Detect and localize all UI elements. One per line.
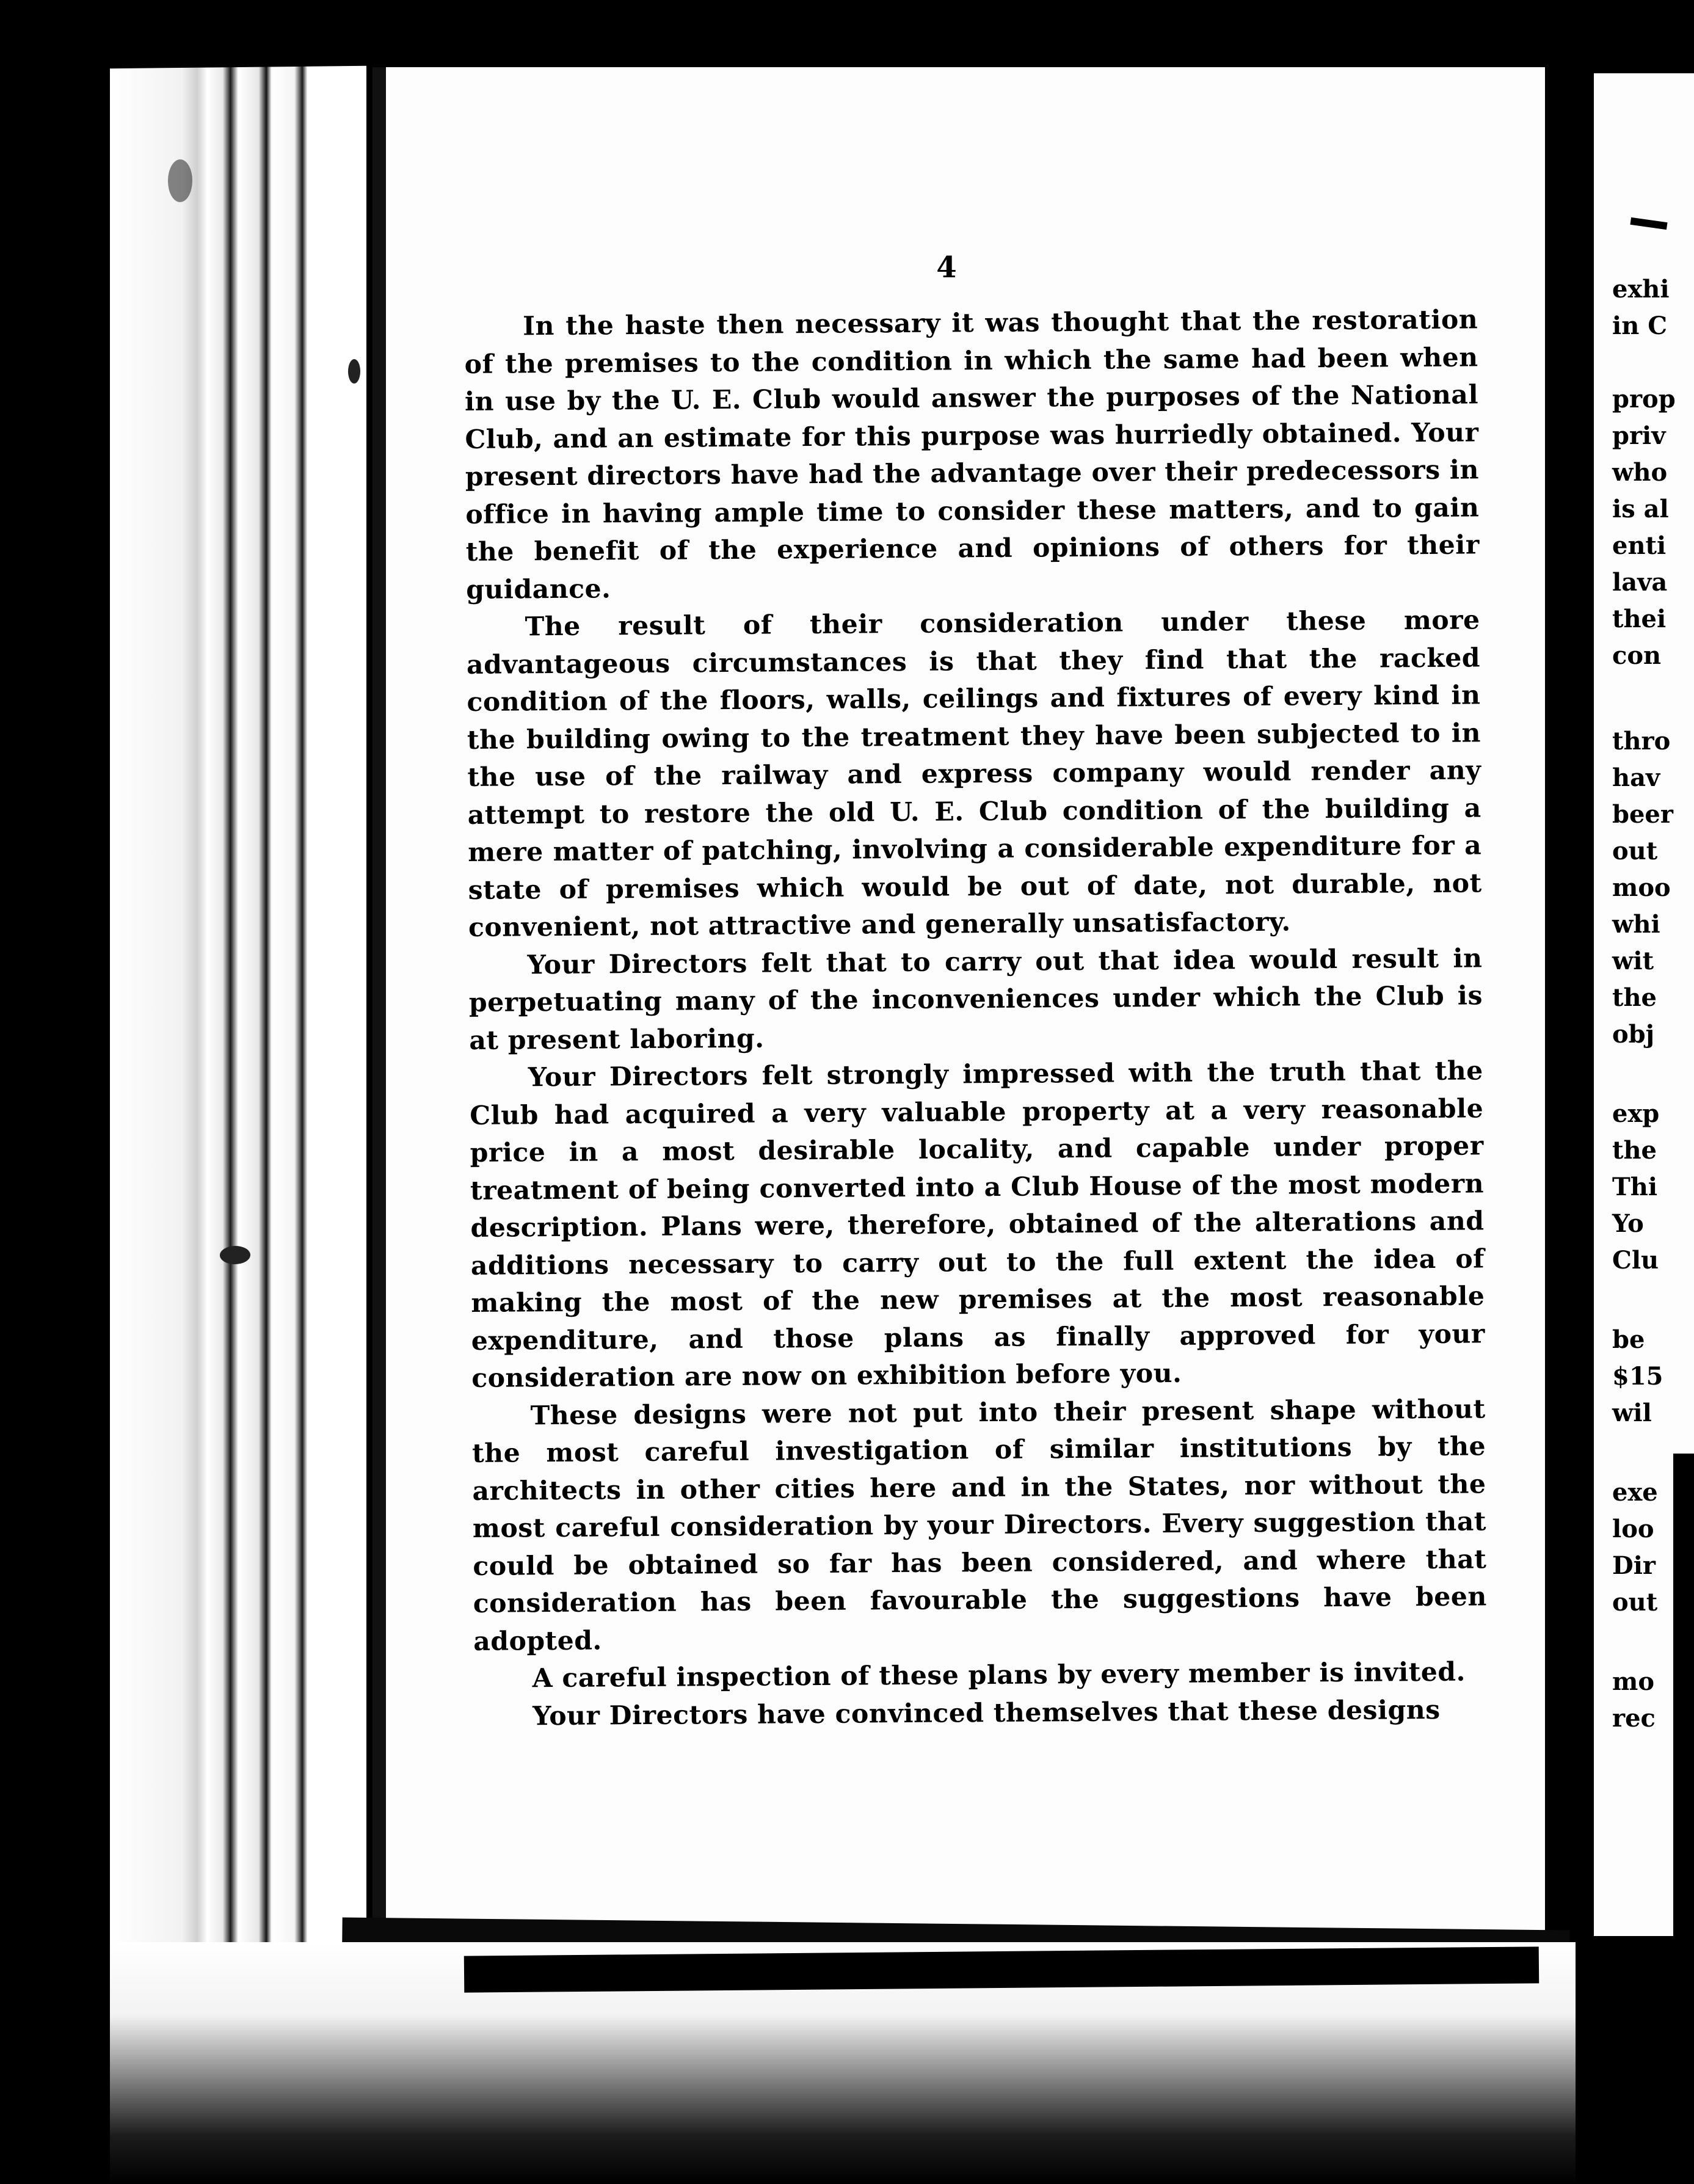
facing-text-fragment: the	[1612, 1136, 1657, 1165]
facing-text-fragment: out	[1612, 1588, 1658, 1617]
facing-text-fragment: thro	[1612, 727, 1671, 755]
facing-text-fragment: Dir	[1612, 1551, 1656, 1580]
facing-text-fragment: exhi	[1612, 275, 1670, 304]
facing-text-fragment: wil	[1612, 1399, 1652, 1427]
scan-edge-shadow	[1673, 1454, 1694, 2184]
facing-text-fragment: be	[1612, 1325, 1645, 1354]
facing-text-fragment: beer	[1612, 800, 1673, 829]
ink-mark	[1630, 217, 1667, 230]
facing-text-fragment: mo	[1612, 1667, 1655, 1696]
facing-text-fragment: who	[1612, 458, 1668, 487]
facing-text-fragment: rec	[1612, 1704, 1656, 1733]
facing-text-fragment: $15	[1612, 1362, 1663, 1391]
paragraph: The result of their consideration under these more advantageous circumstances is that they find that the racked condition of the floors, walls, ceilings and fixtures of every kind in the building owing to the treatment they have been subjected to in the use of the railway and express company would render any attempt to restore the old U. E. Club condition of the building a mere matter of patching, involving a considerable expenditure for a state of premises which would be out of date, not durable, not convenient, not attractive and generally unsatisfactory.	[466, 605, 1482, 943]
facing-text-fragment: whi	[1612, 910, 1660, 939]
ink-smudge	[220, 1246, 250, 1265]
book-page-edges	[110, 66, 366, 1949]
paragraph: Your Directors felt that to carry out that idea would result in perpetuating many of the inconveniences under which the Club is at present laboring.	[468, 942, 1483, 1056]
facing-text-fragment: hav	[1612, 763, 1660, 792]
facing-text-fragment: Clu	[1612, 1246, 1659, 1275]
paragraph: In the haste then necessary it was thought that the restoration of the premises to the condition in which the same had been when in use by the U. E. Club would answer the purposes of the National Club, and an estimate for this purpose was hurriedly obtained. Your present directors have had the advantage over their predecessors in office in having ample time to consider these matters, and to gain the benefit of the experience and opinions of others for their guidance.	[464, 304, 1480, 605]
facing-text-fragment: in C	[1612, 311, 1668, 340]
facing-text-fragment: thei	[1612, 605, 1667, 633]
facing-text-fragment: the	[1612, 983, 1657, 1012]
facing-text-fragment: wit	[1612, 947, 1654, 975]
body-text	[464, 301, 1488, 1736]
facing-text-fragment: loo	[1612, 1515, 1654, 1543]
facing-text-fragment: exe	[1612, 1478, 1658, 1507]
facing-text-fragment: enti	[1612, 531, 1667, 560]
paragraph: A careful inspection of these plans by every member is invited.	[532, 1656, 1466, 1694]
facing-text-fragment: lava	[1612, 568, 1668, 597]
facing-text-fragment: priv	[1612, 421, 1666, 450]
page-number: 4	[936, 250, 957, 285]
facing-text-fragment: con	[1612, 641, 1662, 670]
facing-text-fragment: out	[1612, 837, 1658, 865]
ink-smudge	[168, 159, 192, 202]
paragraph: Your Directors felt strongly impressed with the truth that the Club had acquired a very valuable property at a very reasonable price in a most desirable locality, and capable under proper treatment of being converted into a Club House of the most modern description. Plans were, therefore, obtained of the alterations and additions necessary to carry out to the full extent the idea of making the most of the new premises at the most reasonable expenditure, and those plans as finally approved for your consideration are now on exhibition before you.	[470, 1055, 1485, 1394]
paragraph: These designs were not put into their present shape without the most careful investigation of similar institutions by the architects in other cities here and in the States, nor without the most careful consideration by your Directors. Every suggestion that could be obtained so far has been considered, and where that consideration has been favourable the suggestions have been adopted.	[471, 1393, 1487, 1657]
facing-text-fragment: exp	[1612, 1099, 1660, 1128]
facing-text-fragment: prop	[1612, 385, 1676, 413]
facing-text-fragment: moo	[1612, 873, 1671, 902]
facing-text-fragment: Yo	[1612, 1209, 1644, 1238]
facing-text-fragment: is al	[1612, 495, 1669, 523]
ink-smudge	[348, 359, 360, 384]
paragraph: Your Directors have convinced themselves that these designs	[532, 1694, 1441, 1731]
facing-text-fragment: obj	[1612, 1020, 1655, 1049]
facing-text-fragment: Thi	[1612, 1173, 1658, 1201]
